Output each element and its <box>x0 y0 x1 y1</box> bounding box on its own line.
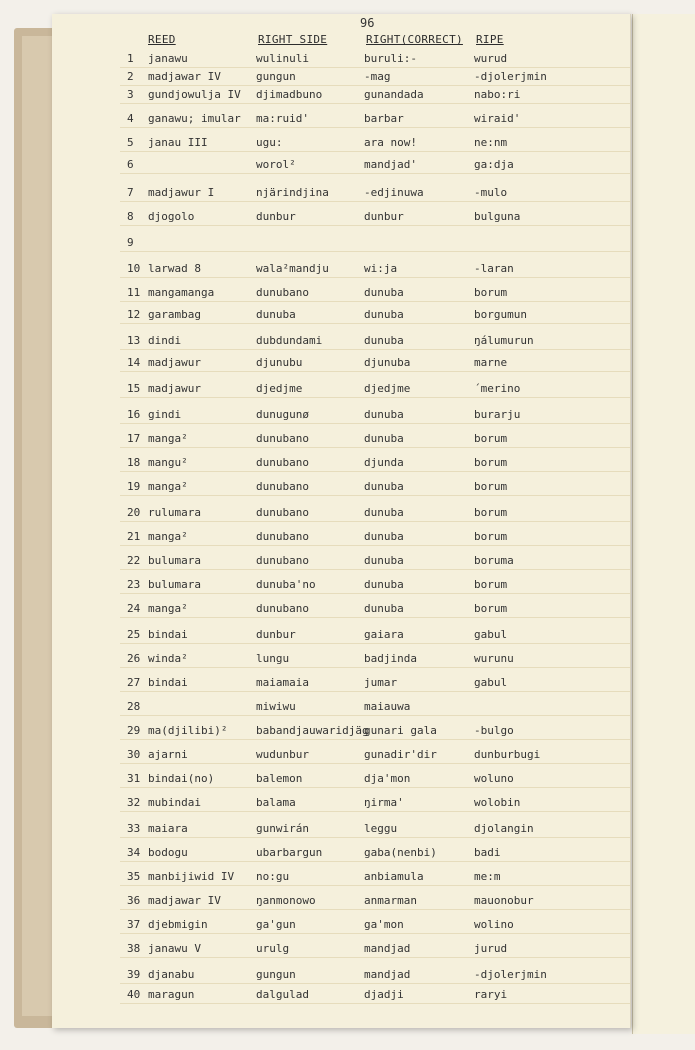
table-row <box>0 506 695 526</box>
table-row <box>0 822 695 842</box>
table-row <box>0 870 695 890</box>
row-number: 24 <box>127 602 141 615</box>
right-side-cell: ugu: <box>256 136 283 149</box>
right-correct-cell: djunuba <box>364 356 411 369</box>
ripe-cell: raryi <box>474 988 508 1001</box>
reed-cell: manga² <box>148 530 188 543</box>
right-side-cell: djimadbuno <box>256 88 323 101</box>
row-number: 8 <box>127 210 134 223</box>
right-correct-cell: wi:ja <box>364 262 398 275</box>
right-correct-cell: gunandada <box>364 88 424 101</box>
reed-cell: bodogu <box>148 846 188 859</box>
ripe-cell: woluno <box>474 772 514 785</box>
page-number: 96 <box>360 16 375 30</box>
ripe-cell: ne:nm <box>474 136 508 149</box>
table-row <box>0 456 695 476</box>
right-side-cell: maiamaia <box>256 676 309 689</box>
row-number: 26 <box>127 652 141 665</box>
row-number: 17 <box>127 432 141 445</box>
right-side-cell: dunbur <box>256 210 296 223</box>
right-correct-cell: gunari gala <box>364 724 437 737</box>
reed-cell: manga² <box>148 432 188 445</box>
table-row <box>0 382 695 402</box>
right-side-cell: dunubano <box>256 602 309 615</box>
right-side-cell: wulinuli <box>256 52 309 65</box>
ripe-cell: boruma <box>474 554 514 567</box>
right-side-cell: dunuba <box>256 308 296 321</box>
table-row <box>0 676 695 696</box>
ripe-cell: borum <box>474 432 508 445</box>
row-number: 12 <box>127 308 141 321</box>
ripe-cell: wolobin <box>474 796 521 809</box>
row-number: 14 <box>127 356 141 369</box>
right-correct-cell: ŋirma' <box>364 796 404 809</box>
ripe-cell: borum <box>474 456 508 469</box>
ripe-cell: borum <box>474 602 508 615</box>
ripe-cell: wurud <box>474 52 508 65</box>
ripe-cell: -bulgo <box>474 724 514 737</box>
reed-cell: janawu <box>148 52 188 65</box>
right-side-cell: dunubano <box>256 432 309 445</box>
ripe-cell: borum <box>474 480 508 493</box>
right-side-cell: dunubano <box>256 480 309 493</box>
reed-cell: mubindai <box>148 796 201 809</box>
row-number: 29 <box>127 724 141 737</box>
reed-cell: dindi <box>148 334 182 347</box>
ripe-cell: marne <box>474 356 508 369</box>
right-side-cell: urulg <box>256 942 290 955</box>
table-row <box>0 136 695 156</box>
right-correct-cell: dunuba <box>364 480 404 493</box>
table-row <box>0 530 695 550</box>
reed-cell: bulumara <box>148 554 201 567</box>
right-correct-cell: gunadir'dir <box>364 748 437 761</box>
ripe-cell: ŋálumurun <box>474 334 534 347</box>
ripe-cell: nabo:ri <box>474 88 521 101</box>
ripe-cell: dunburbugi <box>474 748 541 761</box>
right-side-cell: worol² <box>256 158 296 171</box>
reed-cell: larwad 8 <box>148 262 201 275</box>
right-correct-cell: dunuba <box>364 602 404 615</box>
row-number: 20 <box>127 506 141 519</box>
right-side-cell: ŋanmonowo <box>256 894 316 907</box>
ripe-cell: borgumun <box>474 308 527 321</box>
right-side-cell: dunbur <box>256 628 296 641</box>
reed-cell: madjawar IV <box>148 894 221 907</box>
table-row <box>0 578 695 598</box>
right-correct-cell: badjinda <box>364 652 417 665</box>
right-side-cell: wala²mandju <box>256 262 329 275</box>
table-row <box>0 308 695 328</box>
reed-cell: bindai <box>148 628 188 641</box>
ripe-cell: wurunu <box>474 652 514 665</box>
row-number: 32 <box>127 796 141 809</box>
right-side-cell: dubdundami <box>256 334 323 347</box>
right-correct-cell: djedjme <box>364 382 411 395</box>
right-correct-cell: dunuba <box>364 578 404 591</box>
table-row <box>0 988 695 1008</box>
row-number: 15 <box>127 382 141 395</box>
row-number: 9 <box>127 236 134 249</box>
reed-cell: manga² <box>148 602 188 615</box>
table-row <box>0 158 695 178</box>
right-side-cell: dalgulad <box>256 988 309 1001</box>
reed-cell: madjawar IV <box>148 70 221 83</box>
right-side-cell: njärindjina <box>256 186 329 199</box>
reed-cell: bindai(no) <box>148 772 215 785</box>
reed-cell: maragun <box>148 988 195 1001</box>
ripe-cell: jurud <box>474 942 508 955</box>
right-correct-cell: leggu <box>364 822 398 835</box>
reed-cell: manga² <box>148 480 188 493</box>
right-side-cell: gungun <box>256 968 296 981</box>
reed-cell: mangu² <box>148 456 188 469</box>
row-number: 35 <box>127 870 141 883</box>
table-row <box>0 262 695 282</box>
right-side-cell: balama <box>256 796 296 809</box>
table-row <box>0 52 695 72</box>
header-right-correct: RIGHT(CORRECT) <box>366 33 463 46</box>
table-row <box>0 210 695 230</box>
table-row <box>0 968 695 988</box>
row-number: 31 <box>127 772 141 785</box>
row-number: 18 <box>127 456 141 469</box>
right-side-cell: djedjme <box>256 382 303 395</box>
table-row <box>0 652 695 672</box>
ripe-cell: -laran <box>474 262 514 275</box>
row-number: 27 <box>127 676 141 689</box>
table-row <box>0 942 695 962</box>
ripe-cell: bulguna <box>474 210 521 223</box>
right-side-cell: no:gu <box>256 870 290 883</box>
row-number: 3 <box>127 88 134 101</box>
right-side-cell: dunubano <box>256 456 309 469</box>
right-correct-cell: -mag <box>364 70 391 83</box>
right-correct-cell: dunuba <box>364 554 404 567</box>
right-side-cell: balemon <box>256 772 303 785</box>
row-number: 13 <box>127 334 141 347</box>
row-number: 11 <box>127 286 141 299</box>
reed-cell: djanabu <box>148 968 195 981</box>
row-number: 10 <box>127 262 141 275</box>
header-right-side: RIGHT SIDE <box>258 33 328 46</box>
row-number: 37 <box>127 918 141 931</box>
right-correct-cell: -edjinuwa <box>364 186 424 199</box>
row-number: 36 <box>127 894 141 907</box>
row-number: 19 <box>127 480 141 493</box>
right-side-cell: djunubu <box>256 356 303 369</box>
table-row <box>0 186 695 206</box>
reed-cell: gindi <box>148 408 182 421</box>
table-row <box>0 602 695 622</box>
ripe-cell: djolangin <box>474 822 534 835</box>
reed-cell: djogolo <box>148 210 195 223</box>
right-correct-cell: dunuba <box>364 530 404 543</box>
table-row <box>0 88 695 108</box>
row-number: 34 <box>127 846 141 859</box>
reed-cell: bindai <box>148 676 188 689</box>
right-correct-cell: anbiamula <box>364 870 424 883</box>
row-number: 38 <box>127 942 141 955</box>
reed-cell: rulumara <box>148 506 201 519</box>
ripe-cell: borum <box>474 506 508 519</box>
right-side-cell: gungun <box>256 70 296 83</box>
ripe-cell: me:m <box>474 870 501 883</box>
right-side-cell: dunugunø <box>256 408 309 421</box>
row-number: 4 <box>127 112 134 125</box>
right-correct-cell: dunuba <box>364 334 404 347</box>
row-number: 2 <box>127 70 134 83</box>
right-correct-cell: dunuba <box>364 308 404 321</box>
table-row <box>0 408 695 428</box>
ripe-cell: ga:dja <box>474 158 514 171</box>
right-side-cell: ga'gun <box>256 918 296 931</box>
table-row <box>0 918 695 938</box>
row-number: 40 <box>127 988 141 1001</box>
table-row <box>0 286 695 306</box>
reed-cell: ma(djilibi)² <box>148 724 228 737</box>
row-number: 28 <box>127 700 141 713</box>
right-side-cell: dunuba'no <box>256 578 316 591</box>
right-side-cell: dunubano <box>256 506 309 519</box>
right-side-cell: gunwirán <box>256 822 309 835</box>
table-row <box>0 432 695 452</box>
right-correct-cell: ga'mon <box>364 918 404 931</box>
ripe-cell: mauonobur <box>474 894 534 907</box>
reed-cell: garambag <box>148 308 201 321</box>
table-row <box>0 796 695 816</box>
reed-cell: winda² <box>148 652 188 665</box>
right-correct-cell: gaiara <box>364 628 404 641</box>
right-side-cell: miwiwu <box>256 700 296 713</box>
ripe-cell: -djolerjmin <box>474 968 547 981</box>
ripe-cell: ´merino <box>474 382 521 395</box>
ripe-cell: burarju <box>474 408 521 421</box>
ripe-cell: badi <box>474 846 501 859</box>
right-side-cell: lungu <box>256 652 290 665</box>
row-number: 30 <box>127 748 141 761</box>
table-row <box>0 334 695 354</box>
reed-cell: gundjowulja IV <box>148 88 241 101</box>
right-correct-cell: mandjad <box>364 942 411 955</box>
right-correct-cell: dja'mon <box>364 772 411 785</box>
right-side-cell: babandjauwaridjäg <box>256 724 369 737</box>
right-correct-cell: mandjad' <box>364 158 417 171</box>
table-row <box>0 772 695 792</box>
reed-cell: ganawu; imular <box>148 112 241 125</box>
right-correct-cell: barbar <box>364 112 404 125</box>
reed-cell: madjawur I <box>148 186 215 199</box>
table-row <box>0 112 695 132</box>
table-row <box>0 236 695 256</box>
table-row <box>0 894 695 914</box>
right-side-cell: ubarbargun <box>256 846 323 859</box>
right-correct-cell: dunuba <box>364 432 404 445</box>
reed-cell: madjawur <box>148 356 201 369</box>
ripe-cell: gabul <box>474 628 508 641</box>
right-side-cell: dunubano <box>256 554 309 567</box>
reed-cell: maiara <box>148 822 188 835</box>
reed-cell: manbijiwid IV <box>148 870 235 883</box>
row-number: 39 <box>127 968 141 981</box>
ripe-cell: gabul <box>474 676 508 689</box>
right-correct-cell: dunbur <box>364 210 404 223</box>
table-row <box>0 748 695 768</box>
right-correct-cell: dunuba <box>364 408 404 421</box>
ripe-cell: wiraid' <box>474 112 521 125</box>
right-correct-cell: ara now! <box>364 136 417 149</box>
ripe-cell: -mulo <box>474 186 508 199</box>
right-correct-cell: maiauwa <box>364 700 411 713</box>
table-row <box>0 554 695 574</box>
row-number: 16 <box>127 408 141 421</box>
reed-cell: janawu V <box>148 942 201 955</box>
right-side-cell: wudunbur <box>256 748 309 761</box>
right-correct-cell: djunda <box>364 456 404 469</box>
table-row <box>0 700 695 720</box>
row-number: 22 <box>127 554 141 567</box>
table-row <box>0 356 695 376</box>
reed-cell: bulumara <box>148 578 201 591</box>
ripe-cell: borum <box>474 286 508 299</box>
ripe-cell: wolino <box>474 918 514 931</box>
right-correct-cell: jumar <box>364 676 398 689</box>
reed-cell: madjawur <box>148 382 201 395</box>
row-number: 25 <box>127 628 141 641</box>
right-correct-cell: djadji <box>364 988 404 1001</box>
row-number: 7 <box>127 186 134 199</box>
right-side-cell: ma:ruid' <box>256 112 309 125</box>
right-correct-cell: anmarman <box>364 894 417 907</box>
row-number: 23 <box>127 578 141 591</box>
header-reed: REED <box>148 33 176 46</box>
right-side-cell: dunubano <box>256 286 309 299</box>
row-number: 5 <box>127 136 134 149</box>
table-row <box>0 846 695 866</box>
right-correct-cell: gaba(nenbi) <box>364 846 437 859</box>
right-correct-cell: buruli:- <box>364 52 417 65</box>
row-number: 1 <box>127 52 134 65</box>
ripe-cell: borum <box>474 530 508 543</box>
row-number: 33 <box>127 822 141 835</box>
ripe-cell: borum <box>474 578 508 591</box>
table-row <box>0 70 695 90</box>
right-correct-cell: mandjad <box>364 968 411 981</box>
reed-cell: mangamanga <box>148 286 215 299</box>
right-side-cell: dunubano <box>256 530 309 543</box>
table-row <box>0 628 695 648</box>
ripe-cell: -djolerjmin <box>474 70 547 83</box>
table-row <box>0 480 695 500</box>
row-number: 6 <box>127 158 134 171</box>
table-row <box>0 724 695 744</box>
right-correct-cell: dunuba <box>364 506 404 519</box>
reed-cell: ajarni <box>148 748 188 761</box>
reed-cell: djebmigin <box>148 918 208 931</box>
header-ripe: RIPE <box>476 33 504 46</box>
row-number: 21 <box>127 530 141 543</box>
right-correct-cell: dunuba <box>364 286 404 299</box>
reed-cell: janau III <box>148 136 208 149</box>
